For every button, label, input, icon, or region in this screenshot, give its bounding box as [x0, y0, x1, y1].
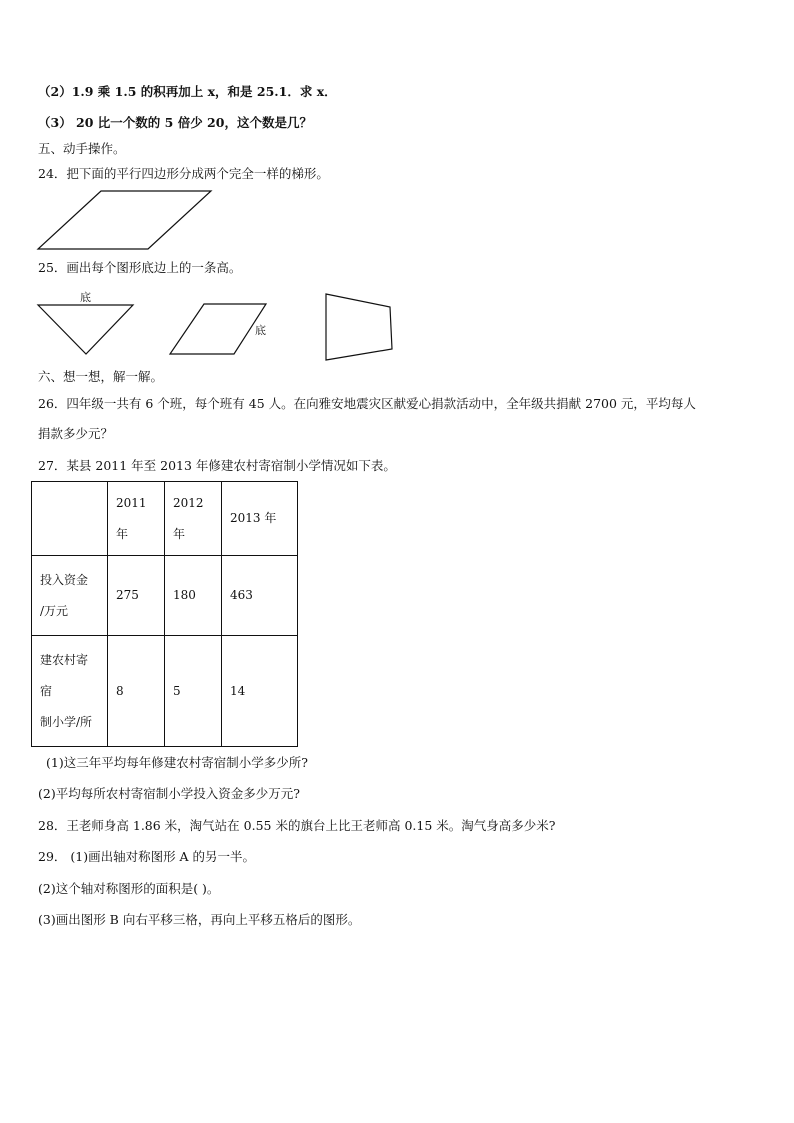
construction-table	[31, 481, 298, 747]
table-row	[32, 636, 298, 747]
question-26-line-2: 捐款多少元？	[38, 426, 114, 441]
cell-schools-2013: 14	[222, 636, 298, 747]
question-3: （3） 20 比一个数的 5 倍少 20，这个数是几？	[38, 115, 312, 130]
triangle-base-label: 底	[80, 291, 91, 304]
quadrilateral-shape	[326, 294, 392, 360]
question-24: 24．把下面的平行四边形分成两个完全一样的梯形。	[38, 166, 329, 181]
question-28: 28．王老师身高 1.86 米，淘气站在 0.55 米的旗台上比王老师高 0.15 米。淘气身高多少米?	[38, 818, 556, 833]
figure-set-25	[0, 280, 794, 370]
question-27: 27．某县 2011 年至 2013 年修建农村寄宿制小学情况如下表。	[38, 458, 396, 473]
cell-schools-2012: 5	[165, 636, 222, 747]
inverted-triangle-shape	[38, 305, 133, 354]
cell-investment-2012: 180	[165, 556, 222, 636]
table-header-2013: 2013 年	[222, 482, 298, 556]
parallelogram-base-label: 底	[255, 324, 266, 337]
question-29-part-2: (2)这个轴对称图形的面积是( )。	[38, 881, 220, 896]
section-5-heading: 五、动手操作。	[38, 141, 126, 156]
question-26-line-1: 26．四年级一共有 6 个班，每个班有 45 人。在向雅安地震灾区献爱心捐款活动中，全年级共捐献 2700 元，平均每人	[38, 396, 696, 411]
cell-investment-2013: 463	[222, 556, 298, 636]
row-label-schools: 建农村寄 宿 制小学/所	[32, 636, 108, 747]
parallelogram-shape	[170, 304, 266, 354]
table-header-2012: 2012 年	[165, 482, 222, 556]
cell-investment-2011: 275	[108, 556, 165, 636]
table-corner-cell	[32, 482, 108, 556]
question-27-part-2: (2)平均每所农村寄宿制小学投入资金多少万元?	[38, 786, 300, 801]
table-header-row	[32, 482, 298, 556]
question-27-part-1: (1)这三年平均每年修建农村寄宿制小学多少所?	[46, 755, 308, 770]
table-row	[32, 556, 298, 636]
cell-schools-2011: 8	[108, 636, 165, 747]
question-29-part-3: (3)画出图形 B 向右平移三格，再向上平移五格后的图形。	[38, 912, 361, 927]
question-29: 29． (1)画出轴对称图形 A 的另一半。	[38, 849, 256, 864]
table-header-2011: 2011 年	[108, 482, 165, 556]
row-label-investment: 投入资金 /万元	[32, 556, 108, 636]
section-6-heading: 六、想一想，解一解。	[38, 369, 164, 384]
question-25: 25．画出每个图形底边上的一条高。	[38, 260, 242, 275]
question-2: （2）1.9 乘 1.5 的积再加上 x，和是 25.1．求 x．	[38, 84, 337, 99]
